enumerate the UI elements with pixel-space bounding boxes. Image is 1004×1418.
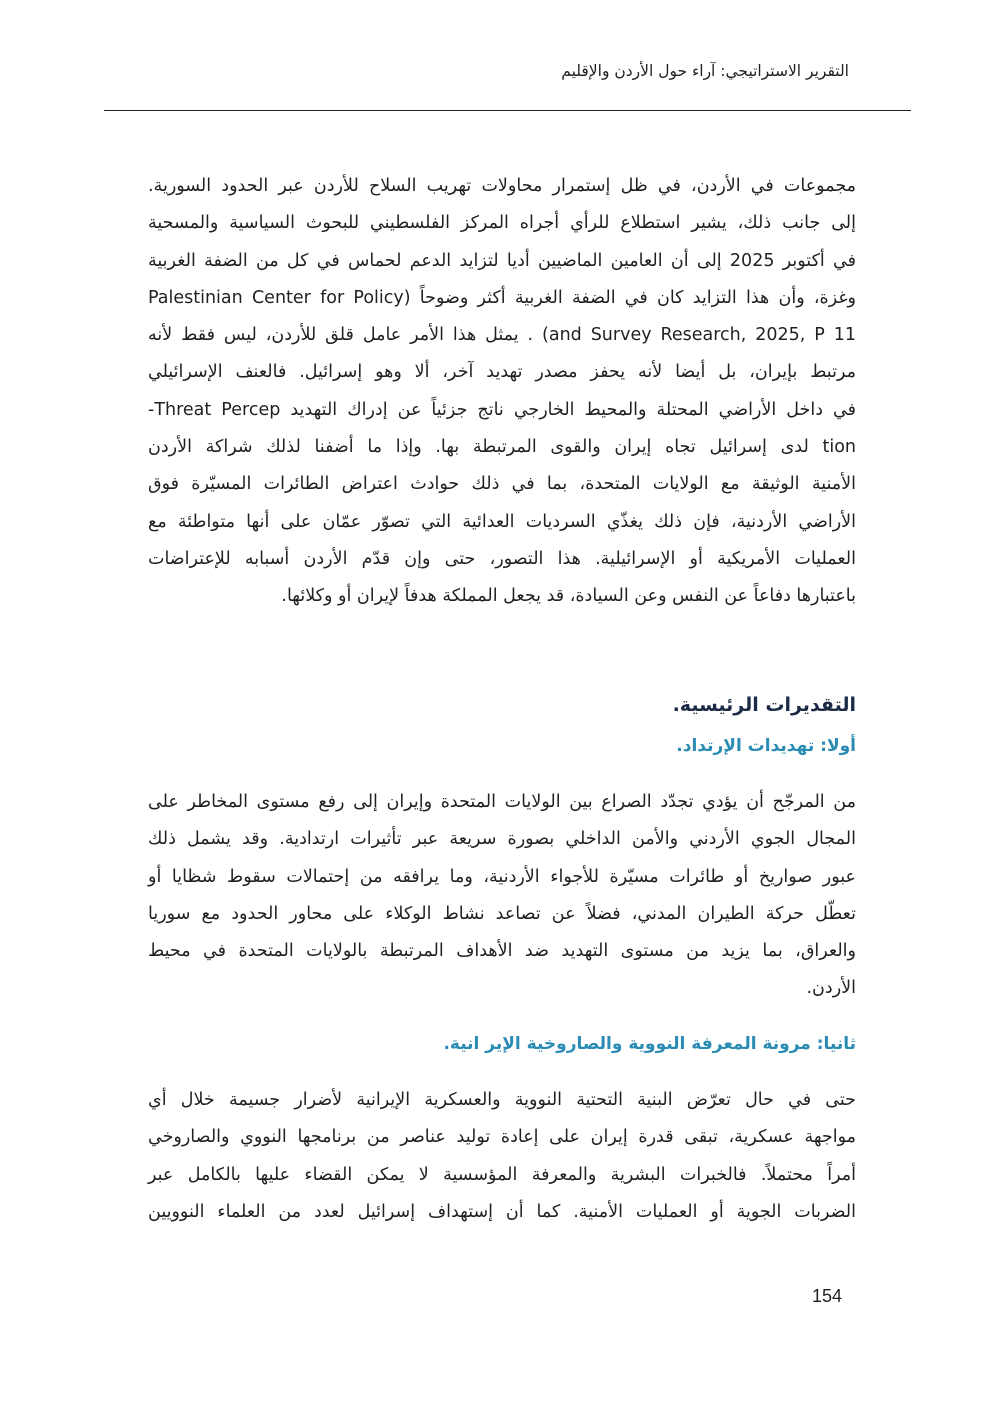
paragraph-1 — [148, 168, 856, 616]
subsection-2-paragraph — [148, 1082, 856, 1231]
text-line: المجال الجوي الأردني والأمن الداخلي بصورة سريعة عبر تأثيرات ارتدادية. وقد يشمل ذلك — [148, 829, 856, 850]
text-line: الأمنية الوثيقة مع الولايات المتحدة، بما في ذلك حوادث اعتراض الطائرات المسيّرة فوق — [148, 474, 856, 495]
header-divider — [104, 110, 911, 111]
text-line: مرتبط بإيران، بل أيضا لأنه يحفز مصدر تهديد آخر، ألا وهو إسرائيل. فالعنف الإسرائيلي — [148, 362, 856, 383]
text-line: حتى في حال تعرّض البنية التحتية النووية والعسكرية الإيرانية لأضرار جسيمة خلال أي — [148, 1090, 856, 1110]
section-title: التقديرات الرئيسية. — [672, 694, 856, 716]
text-line: من المرجّح أن يؤدي تجدّد الصراع بين الولايات المتحدة وإيران إلى رفع مستوى المخاطر على — [148, 792, 856, 812]
running-header: التقرير الاستراتيجي: آراء حول الأردن والإقليم — [561, 62, 849, 80]
text-line: في داخل الأراضي المحتلة والمحيط الخارجي ناتج جزئياً عن إدراك التهديد Threat Percep- — [148, 399, 856, 420]
text-line: إلى جانب ذلك، يشير استطلاع للرأي أجراه المركز الفلسطيني للبحوث السياسية والمسحية — [148, 213, 856, 234]
text-line: وغزة، وأن هذا التزايد كان في الضفة الغربية أكثر وضوحاً (Palestinian Center for Policy — [148, 287, 856, 308]
text-line: مجموعات في الأردن، في ظل إستمرار محاولات تهريب السلاح للأردن عبر الحدود السورية. — [148, 176, 856, 196]
text-line: عبور صواريخ أو طائرات مسيّرة للأجواء الأردنية، وما يرافقه من إحتمالات سقوط شظايا أو — [148, 866, 856, 887]
text-line: أمراً محتملاً. فالخبرات البشرية والمعرفة المؤسسية لا يمكن القضاء عليها بالكامل عبر — [148, 1164, 856, 1185]
subsection-1-title: أولا: تهديدات الإرتداد. — [676, 736, 856, 756]
text-line: مواجهة عسكرية، تبقى قدرة إيران على إعادة توليد عناصر من برنامجها النووي والصاروخي — [148, 1127, 856, 1148]
text-line: and Survey Research, 2025, P 11) . يمثل هذا الأمر عامل قلق للأردن، ليس فقط لأنه — [148, 325, 856, 346]
text-line: العمليات الأمريكية أو الإسرائيلية. هذا التصور، حتى وإن قدّم الأردن أسبابه للإعتراضات — [148, 548, 856, 569]
text-line: والعراق، بما يزيد من مستوى التهديد ضد الأهداف المرتبطة بالولايات المتحدة في محيط — [148, 941, 856, 962]
text-line: الأراضي الأردنية، فإن ذلك يغذّي السرديات العدائية التي تصوّر عمّان على أنها متواطئة مع — [148, 511, 856, 532]
text-line: الأردن. — [806, 978, 856, 999]
page-number: 154 — [812, 1286, 843, 1306]
subsection-1-paragraph — [148, 784, 856, 1008]
text-line: تعطّل حركة الطيران المدني، فضلاً عن تصاعد نشاط الوكلاء على محاور الحدود مع سوريا — [148, 903, 856, 924]
text-line: في أكتوبر 2025 إلى أن العامين الماضيين أديا لتزايد الدعم لحماس في كل من الضفة الغربية — [148, 250, 856, 271]
subsection-2-title: ثانيا: مرونة المعرفة النووية والصاروخية الإير انية. — [443, 1034, 856, 1054]
text-line: باعتبارها دفاعاً عن النفس وعن السيادة، قد يجعل المملكة هدفاً لإيران أو وكلائها. — [281, 586, 856, 607]
text-line: الضربات الجوية أو العمليات الأمنية. كما أن إستهداف إسرائيل لعدد من العلماء النوويين — [148, 1201, 856, 1222]
text-line: tion لدى إسرائيل تجاه إيران والقوى المرتبطة بها. وإذا ما أضفنا لذلك شراكة الأردن — [148, 437, 856, 458]
